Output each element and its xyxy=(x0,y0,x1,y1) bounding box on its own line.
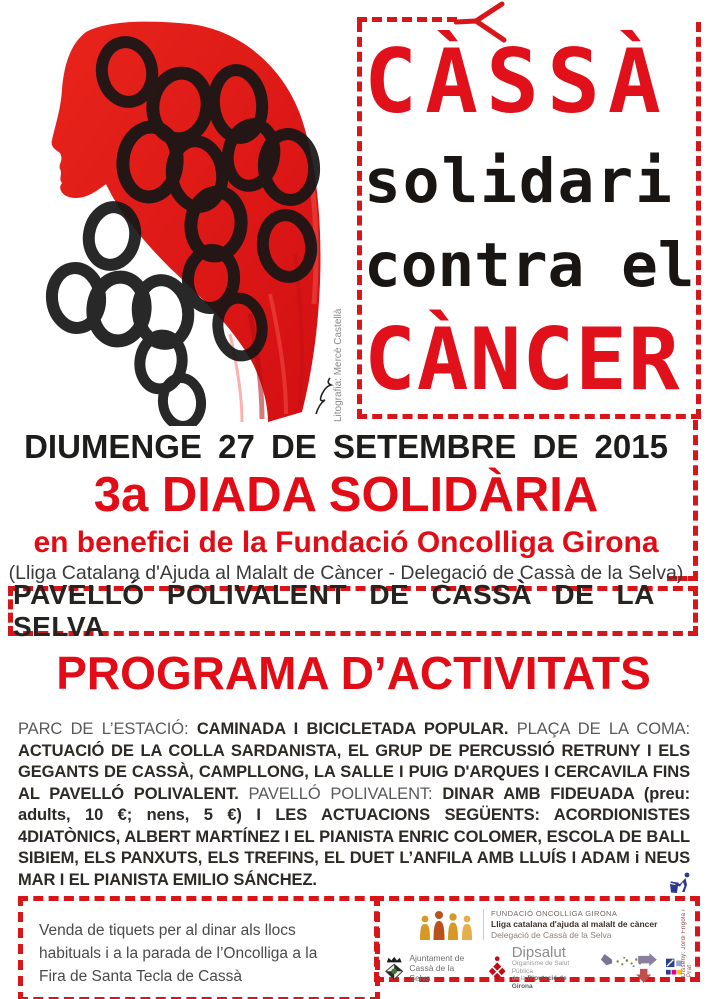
lithograph-caption: Litografia: Mercè Castellà xyxy=(333,308,344,422)
title-line-solidari: solidari xyxy=(364,146,674,217)
ajuntament-line1: Ajuntament de xyxy=(409,952,465,963)
program-segment: PLAÇA DE LA COMA: xyxy=(516,720,690,738)
title-box-top-dash xyxy=(357,17,457,22)
oncolliga-text xyxy=(483,909,657,940)
dipsalut-line2: de la Diputació de Girona xyxy=(511,975,567,990)
title-line-cassa: CÀSSÀ xyxy=(364,30,669,133)
event-beneficiary: en benefici de la Fundació Oncolliga Girona xyxy=(33,526,659,559)
program-segment: CAMINADA I BICICLETADA POPULAR. xyxy=(196,720,517,738)
tickets-box xyxy=(18,896,380,999)
lithograph-illustration xyxy=(0,14,360,426)
oncolliga-line2: Lliga catalana d'ajuda al malalt de càncer xyxy=(491,918,658,929)
dipsalut-name: Dipsalut xyxy=(511,944,566,961)
program-segment: PAVELLÓ POLIVALENT: xyxy=(248,784,443,803)
oncolliga-logo xyxy=(417,907,657,941)
program-text xyxy=(18,719,690,891)
event-date: DIUMENGE 27 DE SETEMBRE DE 2015 xyxy=(24,428,668,465)
artist-signature-icon xyxy=(316,378,331,414)
title-line-cancer: CÀNCER xyxy=(364,310,681,410)
program-heading: PROGRAMA D’ACTIVITATS xyxy=(56,647,651,699)
program-segment: PARC DE L’ESTACIÓ: xyxy=(18,720,197,738)
hand-drawn-arrow-icon xyxy=(454,0,510,44)
town-coat-of-arms-icon xyxy=(383,954,405,982)
institution-logos-row xyxy=(383,945,683,990)
program-segment: ACTUACIÓ DE LA COLLA SARDANISTA, EL GRUP DE PERCUSSIÓ RETRUNY I ELS GEGANTS DE CASSÀ, CAMPLLONG, LA SALLE I PUIG D'ARQUES I CERCAVILA FINS AL PAVELLÓ POLIVALENT. xyxy=(18,741,690,803)
title-box xyxy=(357,22,701,419)
ajuntament-text xyxy=(409,953,473,983)
event-name: 3a DIADA SOLIDÀRIA xyxy=(93,468,599,522)
oncolliga-line3: Delegació de Cassà de la Selva xyxy=(491,929,612,940)
oncolliga-line1: FUNDACIÓ ONCOLLIGA GIRONA xyxy=(491,908,618,918)
red-diamond-shield-icon xyxy=(487,954,507,982)
program-segment: DINAR AMB FIDEUADA (preu: adults, 10 €; nens, 5 €) I LES ACTUACIONS SEGÜENTS: ACORDIONISTES 4DIATÒNICS, ALBERT MARTÍNEZ I EL PIANISTA ENRIC COLOMER, ESCOLA DE BALL SIBIEM, ELS PANXUTS, ELS TREFINS, EL DUET L’ANFILA AMB LLUÍS I ADAM i NEUS MAR I EL PIANISTA EMILIO SÁNCHEZ. xyxy=(18,784,690,889)
dipsalut-line1: Organisme de Salut Pública xyxy=(511,960,570,975)
event-beneficiary-sub: (Lliga Catalana d'Ajuda al Malalt de Càncer - Delegació de Cassà de la Selva) xyxy=(8,562,684,584)
design-credit: Disseny: Jordi Frigola i Prat xyxy=(681,909,693,977)
tickets-text: Venda de tiquets per al dinar als llocs habituals i a la parada de l’Oncolliga a la Fira de Santa Tecla de Cassà xyxy=(39,922,318,985)
ajuntament-line2: Cassà de la Selva xyxy=(409,962,455,983)
title-line-contra: contra el xyxy=(364,230,695,301)
four-people-pictogram-icon xyxy=(417,907,475,941)
tidyman-litter-icon xyxy=(668,872,694,894)
dipsalut-text xyxy=(512,945,587,990)
woman-profile-art-icon xyxy=(0,14,360,426)
arrows-pictogram-icon xyxy=(599,951,659,985)
venue-box xyxy=(8,579,698,642)
event-section xyxy=(0,424,692,585)
venue-name: PAVELLÓ POLIVALENT DE CASSÀ DE LA SELVA xyxy=(13,579,654,642)
dipsalut-logo xyxy=(487,945,586,990)
sponsors-box xyxy=(374,896,700,990)
